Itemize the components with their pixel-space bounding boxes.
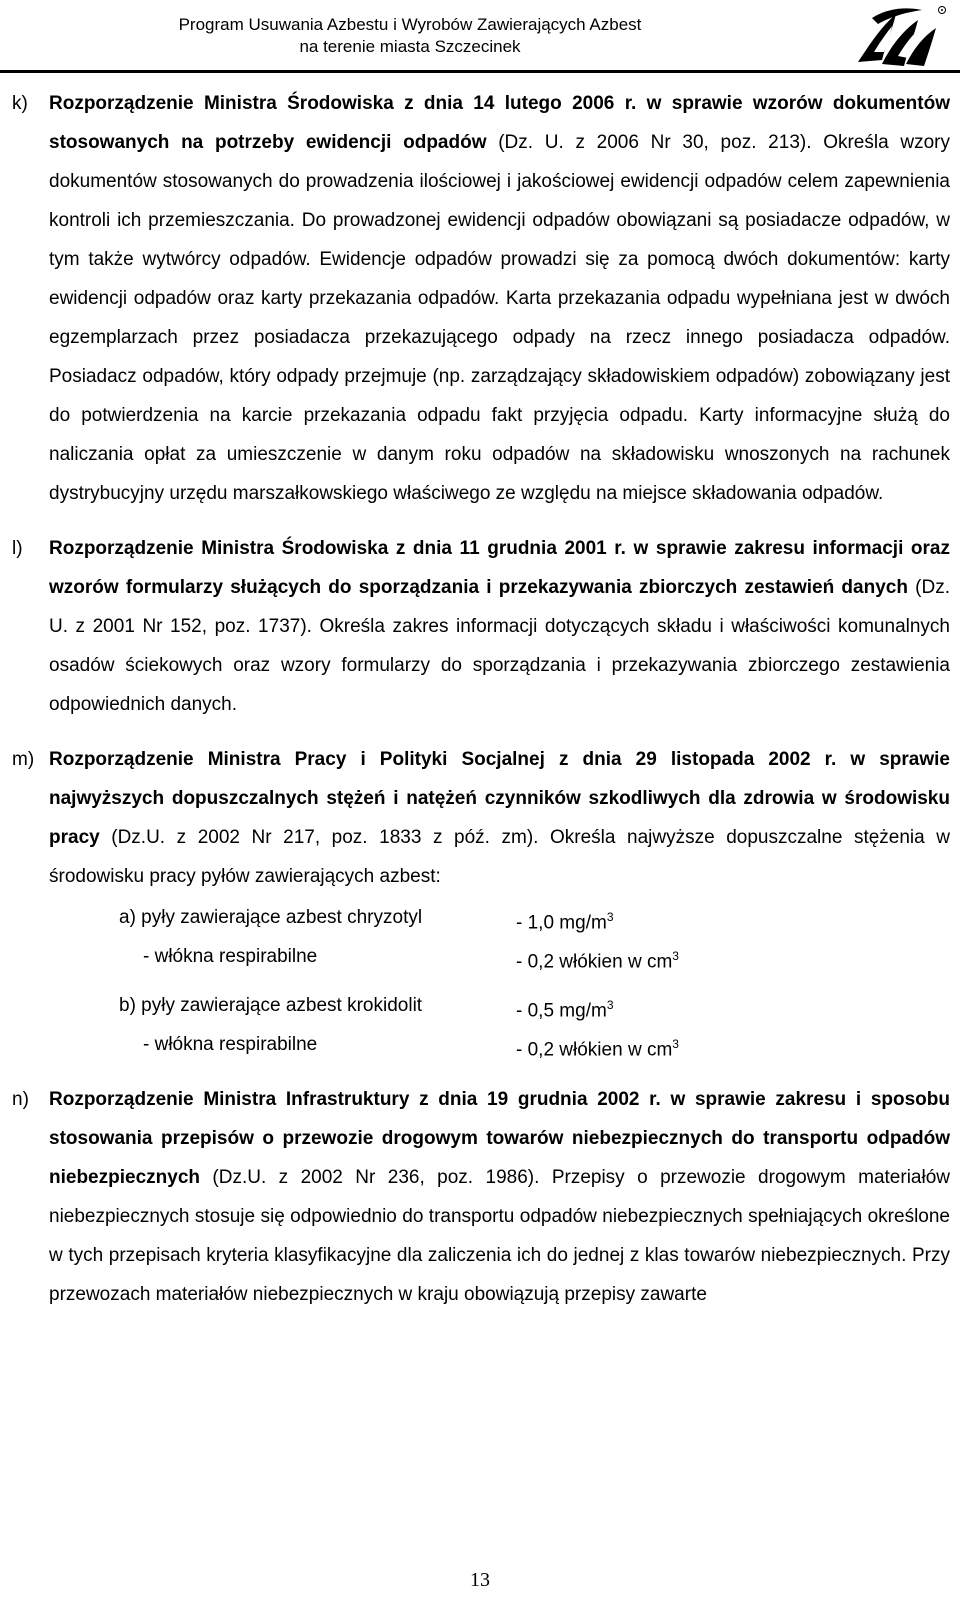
limit-value: - 0,5 $mg/m^3$ <box>516 998 614 1022</box>
limit-value: - 0,2 włókien w $cm^3$ <box>516 1037 679 1061</box>
header-title-line2: na terenie miasta Szczecinek <box>299 37 521 56</box>
regulation-description: (Dz. U. z 2006 Nr 30, poz. 213). Określa wzory dokumentów stosowanych do prowadzenia ilościowej i jakościowej ewidencji odpadów celem zapewnienia kontroli ich przemieszczania. Do prowadzonej ewidencji odpadów obowiązani są posiadacze odpadów, w tym także wytwórcy odpadów. Ewidencje odpadów prowadzi się za pomocą dwóch dokumentów: karty ewidencji odpadów oraz karty przekazania odpadów. Karta przekazania odpadu wypełniana jest w dwóch egzemplarzach przez posiadacza przekazującego odpady na rzecz innego posiadacza odpadów. Posiadacz odpadów, który odpady przejmuje (np. zarządzający składowiskiem odpadów) zobowiązany jest do potwierdzenia na karcie przekazania odpadu fakt przyjęcia odpadu. Karty informacyjne służą do naliczania opłat za umieszczenie w danym roku odpadów na składowisku wnoszonych na rachunek dystrybucyjny urzędu marszałkowskiego właściwego ze względu na miejsce składowania odpadów. <box>49 132 950 504</box>
limit-row-crocidolite-fibres <box>119 1025 950 1064</box>
list-item-paragraph <box>49 84 950 513</box>
list-marker: m) <box>12 749 35 770</box>
limit-label: - włókna respirabilne <box>143 1034 318 1055</box>
limit-row-chrysotile-fibres <box>119 937 950 976</box>
regulation-description: (Dz. U. z 2001 Nr 152, poz. 1737). Określa zakres informacji dotyczących składu i właściwości komunalnych osadów ściekowych oraz wzory formularzy do sporządzania i przekazywania zbiorczego zestawienia odpowiednich danych. <box>49 577 950 715</box>
regulation-description: (Dz.U. z 2002 Nr 217, poz. 1833 z póź. zm). Określa najwyższe dopuszczalne stężenia w środowisku pracy pyłów zawierających azbest: <box>49 827 950 887</box>
limit-label: a) pyły zawierające azbest chryzotyl <box>119 907 423 928</box>
list-item-paragraph <box>49 1080 950 1314</box>
regulation-title: Rozporządzenie Ministra Środowiska z dnia 14 lutego 2006 r. w sprawie wzorów dokumentów stosowanych na potrzeby ewidencji odpadów <box>49 93 950 153</box>
header-title-line1: Program Usuwania Azbestu i Wyrobów Zawierających Azbest <box>178 15 642 34</box>
regulation-title: Rozporządzenie Ministra Infrastruktury z dnia 19 grudnia 2002 r. w sprawie zakresu i sposobu stosowania przepisów o przewozie drogowym towarów niebezpiecznych do transportu odpadów niebezpiecznych <box>49 1089 950 1188</box>
document-body <box>0 84 960 1330</box>
list-item-l <box>0 529 960 724</box>
page-number: 13 <box>470 1569 490 1591</box>
limit-row-chrysotile <box>119 898 950 937</box>
regulation-title: Rozporządzenie Ministra Środowiska z dnia 11 grudnia 2001 r. w sprawie zakresu informacji oraz wzorów formularzy służących do sporządzania i przekazywania zbiorczych zestawień danych <box>49 538 950 598</box>
list-item-paragraph <box>49 529 950 724</box>
list-item-paragraph <box>49 740 950 896</box>
list-marker: n) <box>12 1089 29 1110</box>
limit-row-crocidolite <box>119 986 950 1025</box>
page-header <box>0 0 960 78</box>
regulation-title: Rozporządzenie Ministra Pracy i Polityki Socjalnej z dnia 29 listopada 2002 r. w sprawie najwyższych dopuszczalnych stężeń i natężeń czynników szkodliwych dla zdrowia w środowisku pracy <box>49 749 950 848</box>
regulation-description: (Dz.U. z 2002 Nr 236, poz. 1986). Przepisy o przewozie drogowym materiałów niebezpiecznych stosuje się odpowiednio do transportu odpadów niebezpiecznych spełniających określone w tych przepisach kryteria klasyfikacyjne dla zaliczenia ich do jednej z klas towarów niebezpiecznych. Przy przewozach materiałów niebezpiecznych w kraju obowiązują przepisy zawarte <box>49 1167 950 1305</box>
program-logo-icon <box>852 4 948 70</box>
list-marker: l) <box>12 538 23 559</box>
limit-label: b) pyły zawierające azbest krokidolit <box>119 995 423 1016</box>
list-item-m <box>0 740 960 1064</box>
limit-label: - włókna respirabilne <box>143 946 318 967</box>
limit-value: - 0,2 włókien w $cm^3$ <box>516 949 679 973</box>
header-divider <box>0 70 960 73</box>
exposure-limits <box>119 898 950 1064</box>
list-item-n <box>0 1080 960 1314</box>
limit-value: - 1,0 $mg/m^3$ <box>516 910 614 934</box>
list-marker: k) <box>12 93 28 114</box>
header-title <box>110 14 710 58</box>
list-item-k <box>0 84 960 513</box>
